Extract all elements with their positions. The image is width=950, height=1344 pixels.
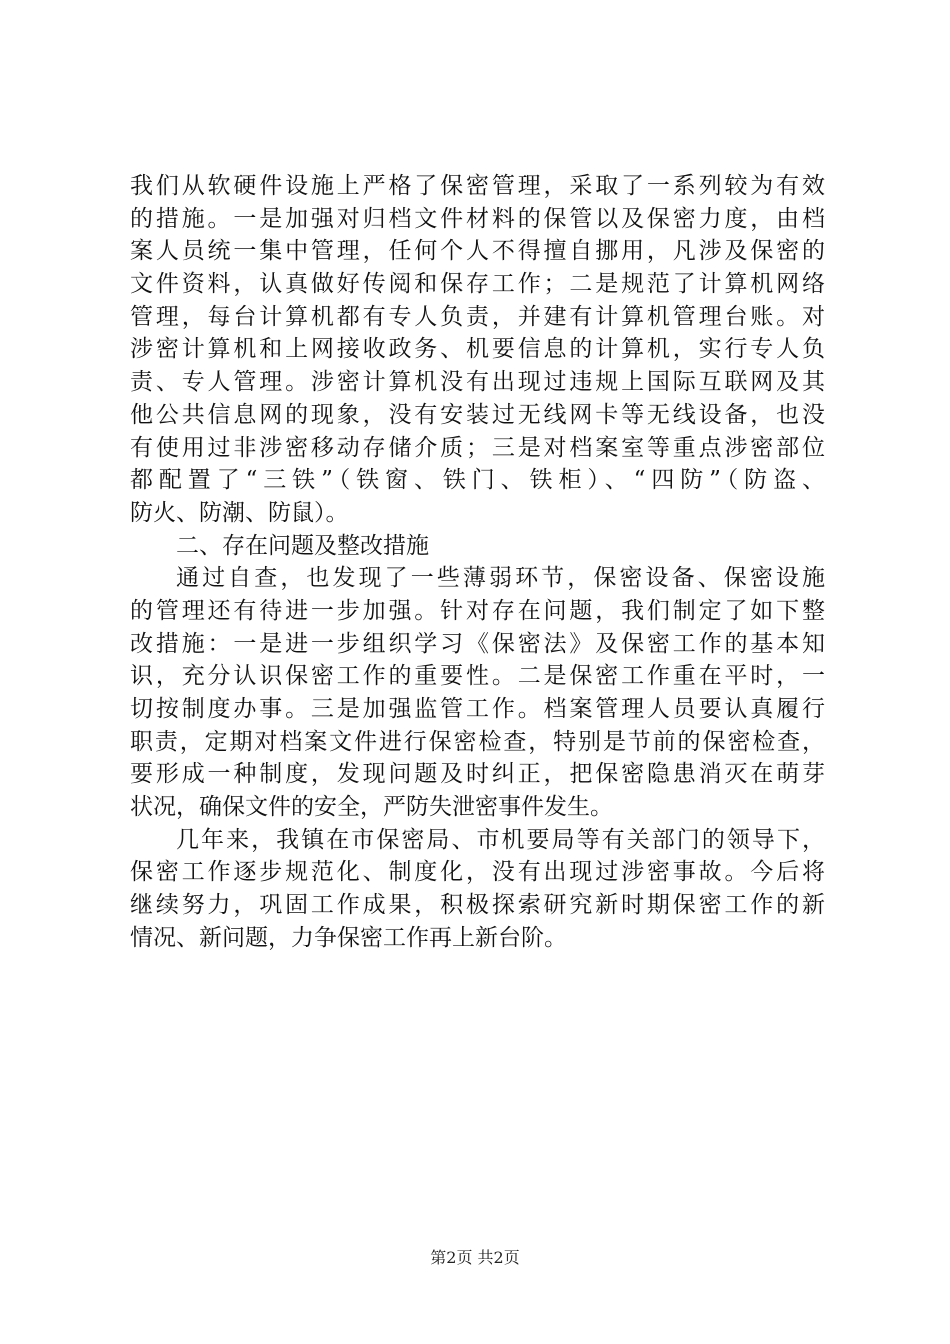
text-line: 我们从软硬件设施上严格了保密管理，采取了一系列较为有效: [130, 173, 825, 199]
text-line: 要形成一种制度，发现问题及时纠正，把保密隐患消灭在萌芽: [130, 761, 825, 788]
text-line: 的措施。一是加强对归档文件材料的保管以及保密力度，由档: [130, 205, 825, 232]
text-line: 文件资料，认真做好传阅和保存工作；二是规范了计算机网络: [130, 271, 825, 298]
section-heading: 二、存在问题及整改措施: [176, 532, 429, 559]
text-line: 职责，定期对档案文件进行保密检查，特别是节前的保密检查，: [130, 728, 825, 755]
text-line: 有使用过非涉密移动存储介质；三是对档案室等重点涉密部位: [130, 434, 825, 461]
text-line: 都配置了“三铁”（铁窗、铁门、铁柜）、“四防”（防盗、: [130, 467, 825, 494]
text-line: 保密工作逐步规范化、制度化，没有出现过涉密事故。今后将: [130, 859, 825, 886]
text-line: 责、专人管理。涉密计算机没有出现过违规上国际互联网及其: [130, 369, 825, 396]
text-line: 识，充分认识保密工作的重要性。二是保密工作重在平时，一: [130, 663, 825, 690]
text-line: 状况，确保文件的安全，严防失泄密事件发生。: [130, 794, 613, 821]
text-line: 继续努力，巩固工作成果，积极探索研究新时期保密工作的新: [130, 892, 825, 919]
text-line: 通过自查，也发现了一些薄弱环节，保密设备、保密设施: [176, 565, 825, 592]
text-line: 切按制度办事。三是加强监管工作。档案管理人员要认真履行: [130, 696, 825, 722]
text-line: 管理，每台计算机都有专人负责，并建有计算机管理台账。对: [130, 303, 825, 330]
text-line: 防火、防潮、防鼠）。: [130, 499, 349, 526]
text-line: 改措施：一是进一步组织学习《保密法》及保密工作的基本知: [130, 630, 825, 657]
page-number: 第2页 共2页: [430, 1248, 520, 1267]
page-footer: [0, 1245, 950, 1268]
text-line: 的管理还有待进一步加强。针对存在问题，我们制定了如下整: [130, 597, 825, 624]
text-line: 涉密计算机和上网接收政务、机要信息的计算机，实行专人负: [130, 336, 825, 363]
document-body: [130, 170, 825, 955]
text-line: 几年来，我镇在市保密局、市机要局等有关部门的领导下，: [176, 826, 825, 853]
text-line: 他公共信息网的现象，没有安装过无线网卡等无线设备，也没: [130, 401, 825, 428]
text-line: 情况、新问题，力争保密工作再上新台阶。: [130, 924, 567, 951]
text-line: 案人员统一集中管理，任何个人不得擅自挪用，凡涉及保密的: [130, 238, 825, 265]
